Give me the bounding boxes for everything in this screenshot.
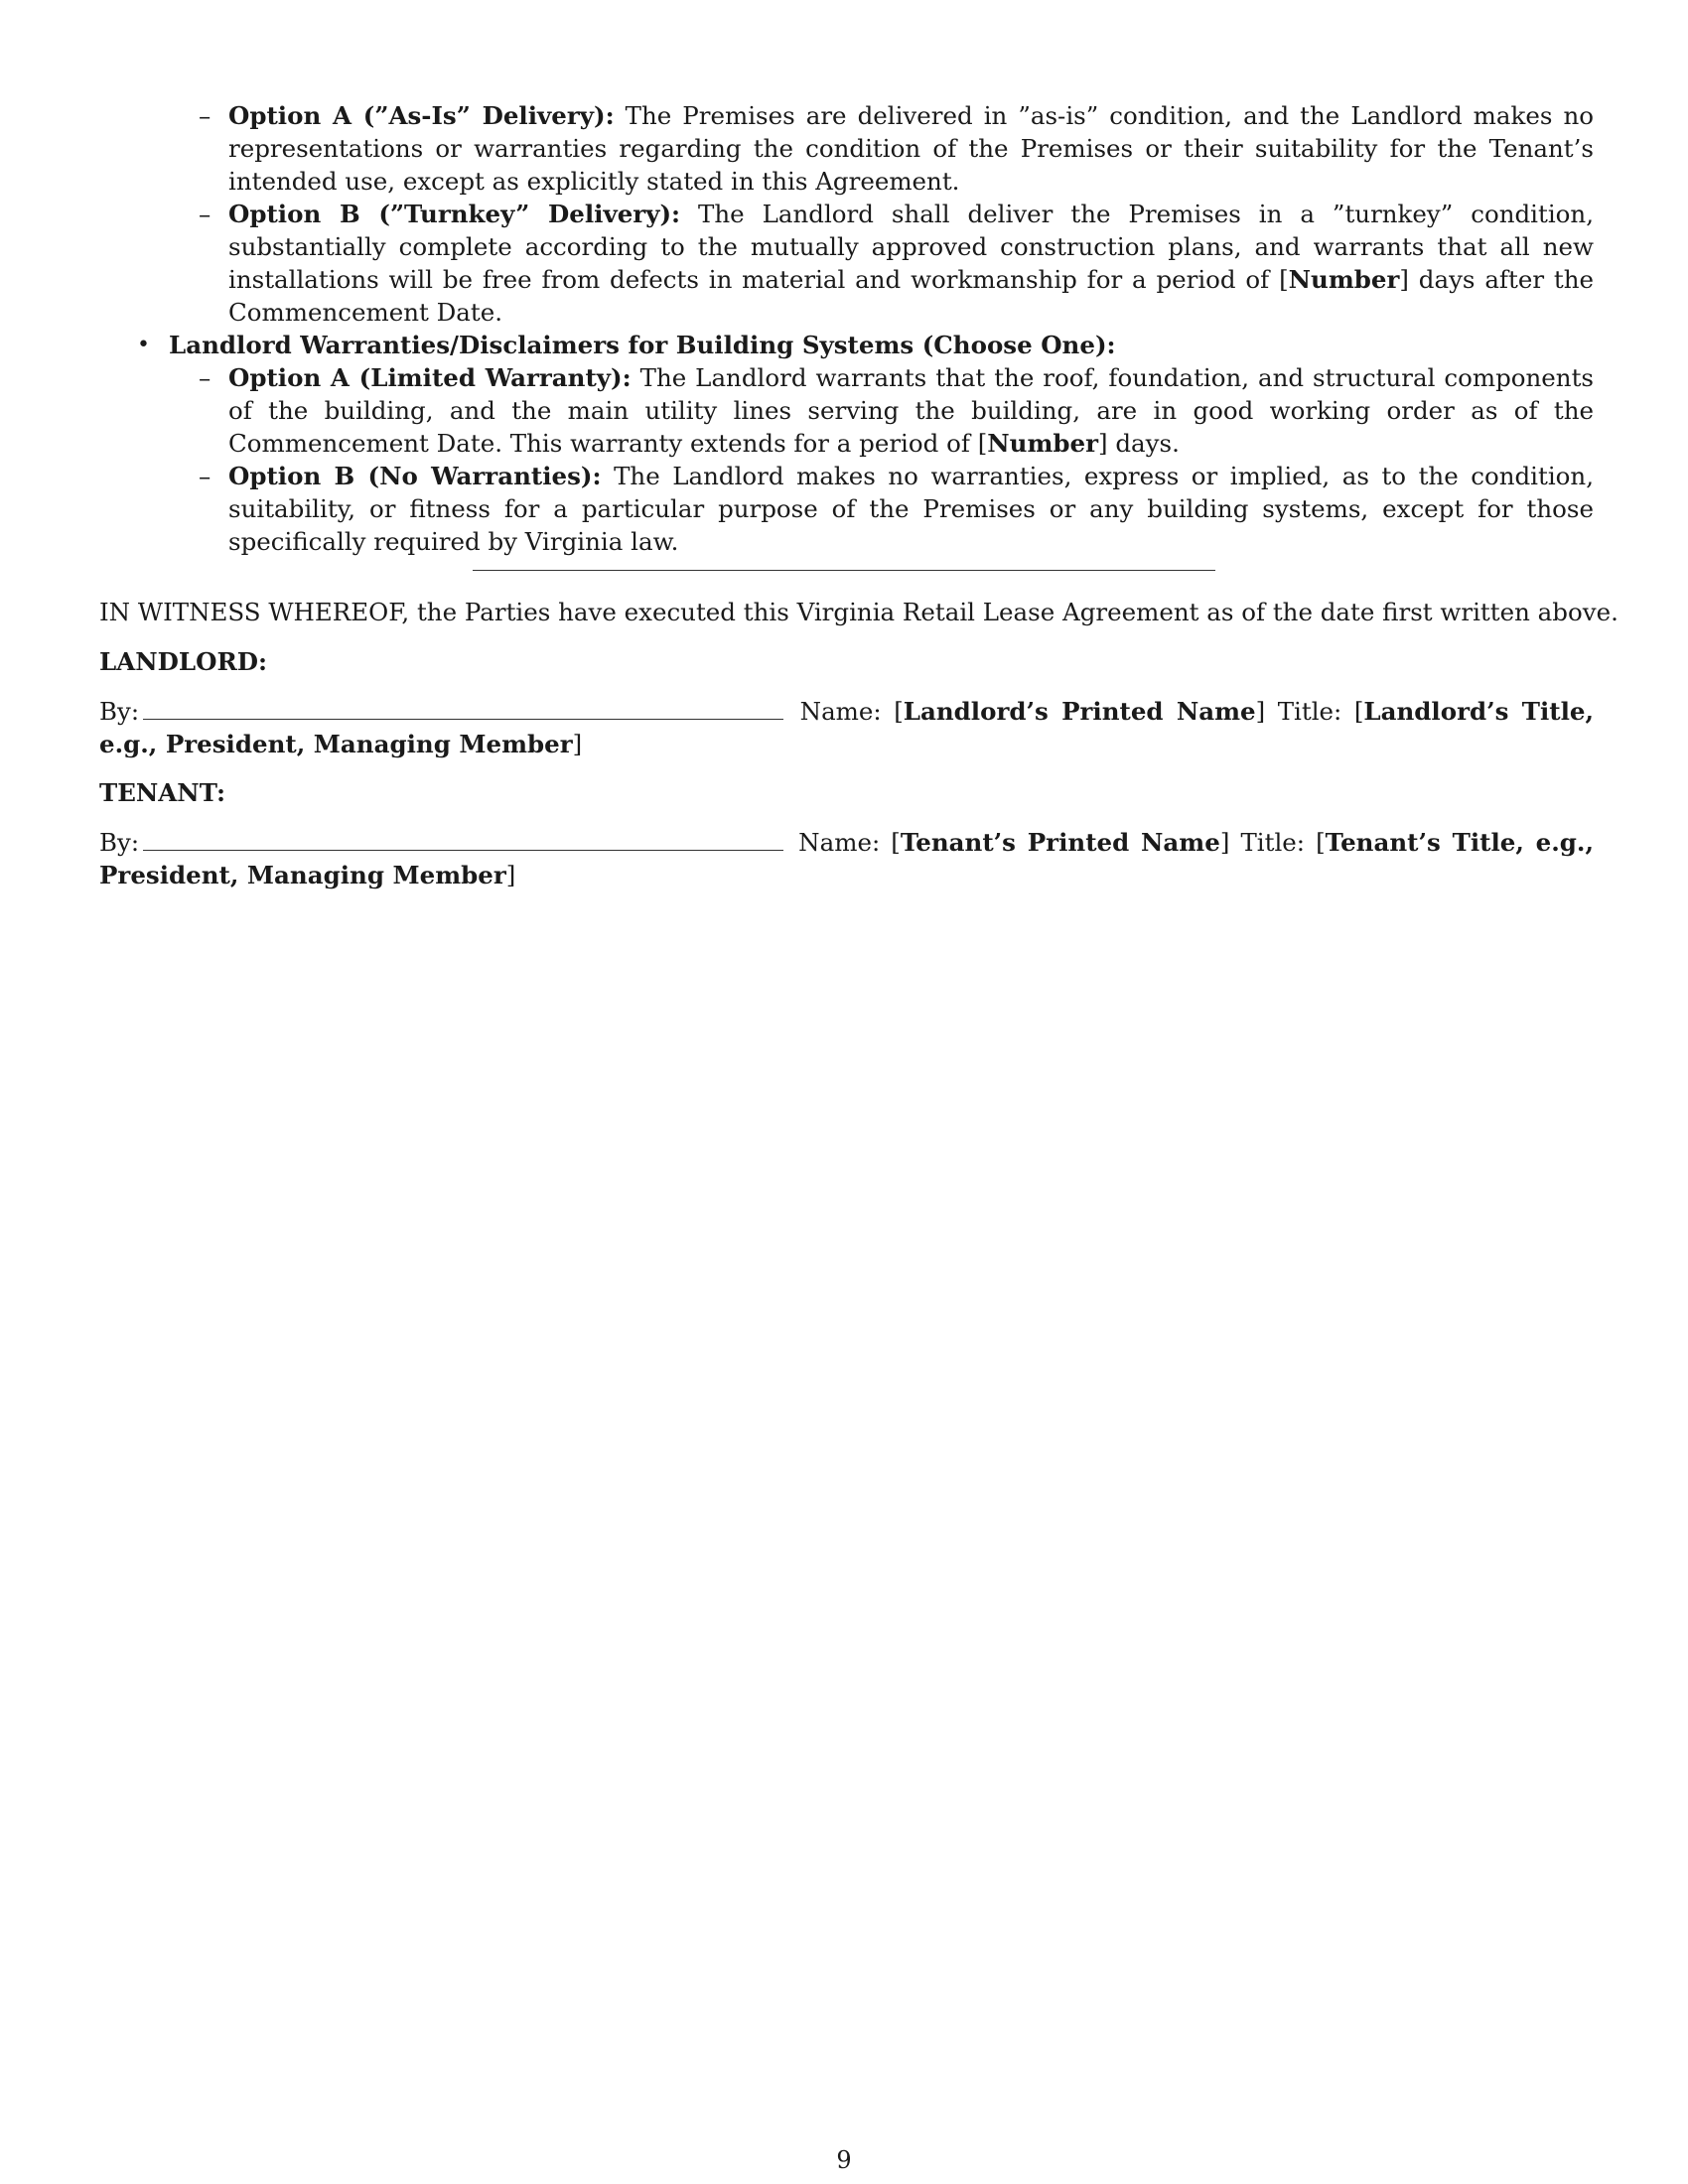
warranty-options-list — [99, 361, 1594, 558]
name-label: Name: [ — [799, 697, 904, 726]
placeholder-number: Number — [1288, 265, 1400, 294]
tenant-signature-line[interactable] — [143, 832, 783, 851]
lease-options-section — [99, 99, 1594, 558]
landlord-signature-block — [99, 695, 1594, 760]
option-text-end: ] days. — [1098, 429, 1180, 458]
landlord-title-placeholder: Landlord’s Title, e.g., President, Managing Member — [99, 697, 1594, 758]
by-label: By: — [99, 697, 140, 726]
warranties-heading: Landlord Warranties/Disclaimers for Building Systems (Choose One): — [169, 331, 1116, 359]
option-limited-warranty — [99, 361, 1594, 460]
option-label: Option A (”As-Is” Delivery): — [228, 101, 615, 130]
option-turnkey-delivery — [99, 198, 1594, 329]
landlord-heading: LANDLORD: — [99, 647, 268, 676]
dash-marker: – — [199, 101, 211, 130]
option-label: Option B (No Warranties): — [228, 462, 602, 490]
tenant-name-placeholder: Tenant’s Printed Name — [900, 828, 1220, 857]
option-text: The Landlord warrants that the roof, foundation, and structural components of the building, and the main utility lines serving the building, are in good working order as of the Commencement Date. This warranty extends for a period of [ — [228, 363, 1594, 458]
dash-marker: – — [199, 363, 211, 392]
by-label: By: — [99, 828, 140, 857]
tenant-title-placeholder: Tenant’s Title, e.g., President, Managing Member — [99, 828, 1594, 889]
option-no-warranties — [99, 460, 1594, 558]
bracket-close: ] — [572, 730, 583, 758]
bullet-marker: • — [137, 333, 150, 357]
title-label: ] Title: [ — [1219, 828, 1326, 857]
witness-clause: IN WITNESS WHEREOF, the Parties have executed this Virginia Retail Lease Agreement as of the date first written above. — [99, 598, 1618, 626]
option-label: Option A (Limited Warranty): — [228, 363, 632, 392]
option-as-is-delivery — [99, 99, 1594, 198]
warranties-list — [99, 329, 1594, 361]
tenant-heading: TENANT: — [99, 778, 226, 807]
dash-marker: – — [199, 462, 211, 490]
tenant-signature-block — [99, 826, 1594, 891]
option-text: The Landlord shall deliver the Premises in a ”turnkey” condition, substantially complete according to the mutually approved construction plans, and warrants that all new installations will be free from defects in material and workmanship for a period of [ — [228, 200, 1594, 294]
name-label: Name: [ — [798, 828, 901, 857]
landlord-signature-line[interactable] — [143, 701, 783, 720]
option-text: The Landlord makes no warranties, express or implied, as to the condition, suitability, or fitness for a particular purpose of the Premises or any building systems, except for those specifically required by Virginia law. — [228, 462, 1595, 556]
option-text: The Premises are delivered in ”as-is” condition, and the Landlord makes no representations or warranties regarding the condition of the Premises or their suitability for the Tenant’s intended use, except as explicitly stated in this Agreement. — [228, 101, 1594, 196]
placeholder-number: Number — [987, 429, 1099, 458]
bracket-close: ] — [505, 861, 516, 889]
option-label: Option B (”Turnkey” Delivery): — [228, 200, 681, 228]
landlord-name-placeholder: Landlord’s Printed Name — [903, 697, 1256, 726]
option-text-end: ] days after the Commencement Date. — [228, 265, 1594, 327]
delivery-options-list — [99, 99, 1594, 329]
warranties-item — [99, 329, 1594, 361]
title-label: ] Title: [ — [1255, 697, 1364, 726]
dash-marker: – — [199, 200, 211, 228]
section-divider — [473, 570, 1215, 571]
page-number: 9 — [836, 2146, 852, 2174]
